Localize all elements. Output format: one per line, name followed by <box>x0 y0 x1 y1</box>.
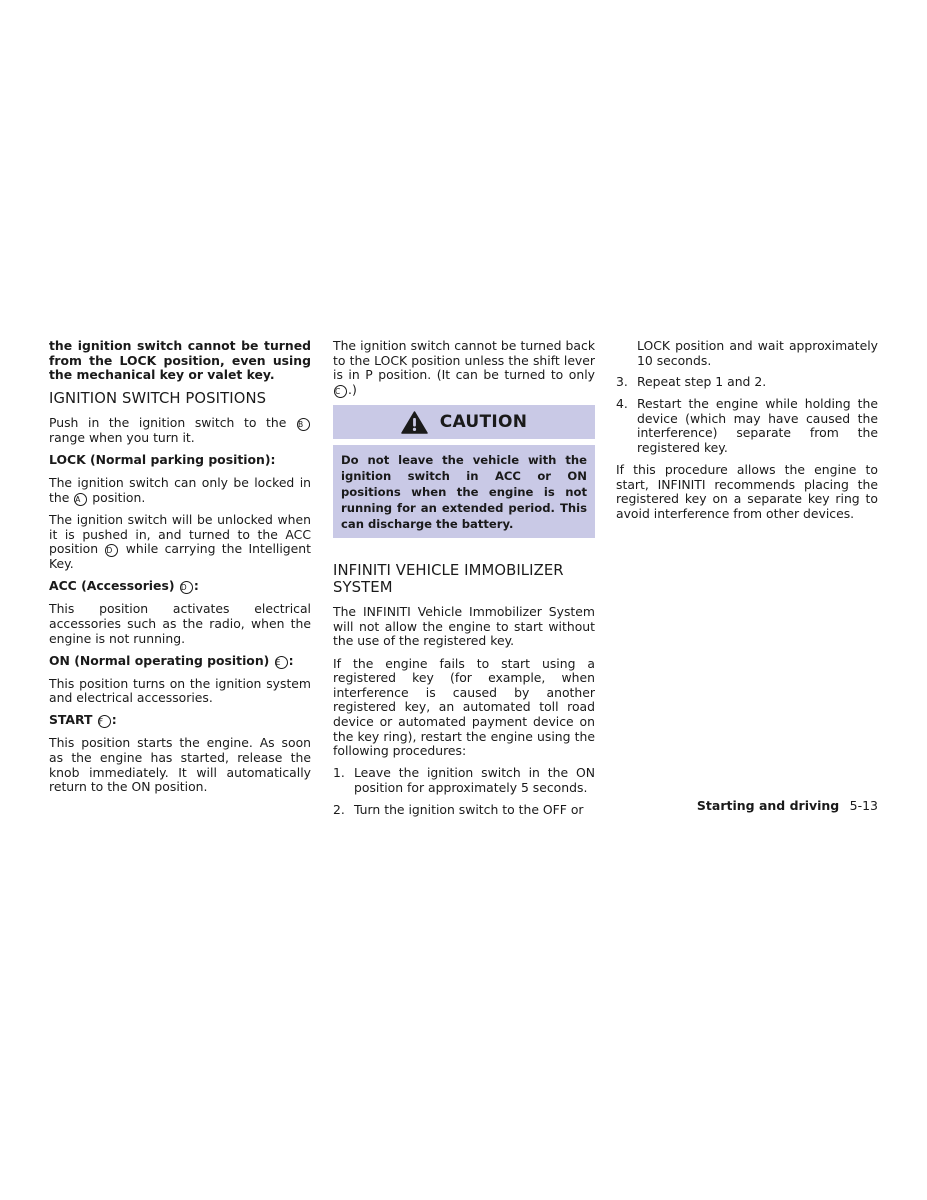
step-text: Repeat step 1 and 2. <box>637 374 767 390</box>
acc-subheading: ACC (Accessories) D : <box>49 578 199 594</box>
marker-f-icon: F <box>98 715 111 728</box>
step-text: Restart the engine while holding the device (which may have caused the interference) separate from the registered key. <box>637 396 878 456</box>
push-paragraph <box>49 416 311 446</box>
procedure-steps-list-continued <box>616 375 878 455</box>
warning-triangle-icon <box>401 411 428 434</box>
unlock-text-end: while carrying the Intelligent Key. <box>49 541 311 572</box>
right-column <box>616 339 878 529</box>
marker-b-icon: B <box>297 418 310 431</box>
intro-warning-text: the ignition switch cannot be turned from the LOCK position, even using the mechanical key or valet key. <box>49 338 311 383</box>
recommendation-paragraph: If this procedure allows the engine to start, INFINITI recommends placing the registered key on a separate key ring to avoid interference from other devices. <box>616 462 878 521</box>
procedure-steps-list <box>333 766 595 817</box>
marker-e-icon: E <box>275 656 288 669</box>
immobilizer-paragraph-1: The INFINITI Vehicle Immobilizer System will not allow the engine to start without the use of the registered key. <box>333 604 595 649</box>
marker-a-icon: A <box>74 493 87 506</box>
lock-return-paragraph <box>333 339 595 398</box>
list-item <box>616 397 878 455</box>
footer-section-title: Starting and driving <box>696 798 840 813</box>
list-item <box>333 766 595 795</box>
caution-box <box>333 445 595 538</box>
marker-c-icon: C <box>334 385 347 398</box>
lock-text-end: position. <box>92 489 146 505</box>
on-subheading: ON (Normal operating position) E : <box>49 652 294 668</box>
step-number: 4. <box>616 396 628 412</box>
marker-d-icon: D <box>105 544 118 557</box>
start-paragraph: This position starts the engine. As soon as the engine has started, release the knob immediately. It will automatically return to the ON position. <box>49 735 311 795</box>
list-item <box>616 375 878 390</box>
unlock-paragraph <box>49 513 311 572</box>
marker-d-icon: D <box>180 581 193 594</box>
acc-title: ACC (Accessories) <box>49 578 175 594</box>
push-text-end: range when you turn it. <box>49 430 195 446</box>
section-heading-immobilizer: INFINITI VEHICLE IMMOBILIZER SYSTEM <box>333 562 564 597</box>
lock-return-text-end: .) <box>348 381 357 397</box>
caution-text: Do not leave the vehicle with the ignition switch in ACC or ON positions when the engine is not running for an extended period. This can discharge the battery. <box>341 453 587 532</box>
middle-column <box>333 339 595 825</box>
push-text: Push in the ignition switch to the <box>49 415 287 431</box>
immobilizer-paragraph-2: If the engine fails to start using a registered key (for example, when interference is caused by another registered key, an automated toll road device or automated payment device on the key ring), restart the engine using the following procedures: <box>333 655 595 759</box>
step-number: 3. <box>616 374 628 390</box>
on-paragraph: This position turns on the ignition system and electrical accessories. <box>49 675 311 706</box>
lock-text: The ignition switch can only be locked in the <box>49 474 311 505</box>
start-subheading: START F : <box>49 712 117 728</box>
page-number: 5-13 <box>849 798 878 813</box>
on-title: ON (Normal operating position) <box>49 652 270 668</box>
caution-title: CAUTION <box>439 411 528 432</box>
left-column <box>49 339 311 802</box>
step-number: 1. <box>333 765 345 781</box>
lock-subheading: LOCK (Normal parking position): <box>49 452 276 468</box>
page-footer <box>697 798 878 813</box>
caution-header <box>333 405 595 439</box>
lock-return-text: The ignition switch cannot be turned back to the LOCK position unless the shift lever is in P position. (It can be turned to only <box>333 338 595 383</box>
step-number: 2. <box>333 801 345 817</box>
step-text: Leave the ignition switch in the ON position for approximately 5 seconds. <box>354 765 595 795</box>
step-text: Turn the ignition switch to the OFF or <box>354 801 584 817</box>
step-continued-text: LOCK position and wait approximately 10 seconds. <box>637 338 878 368</box>
lock-paragraph <box>49 476 311 506</box>
list-item <box>333 803 595 818</box>
acc-paragraph: This position activates electrical accessories such as the radio, when the engine is not running. <box>49 601 311 646</box>
start-title: START <box>49 712 93 728</box>
section-heading-ignition-positions: IGNITION SWITCH POSITIONS <box>49 390 267 408</box>
unlock-text: The ignition switch will be unlocked when it is pushed in, and turned to the ACC position <box>49 512 311 557</box>
